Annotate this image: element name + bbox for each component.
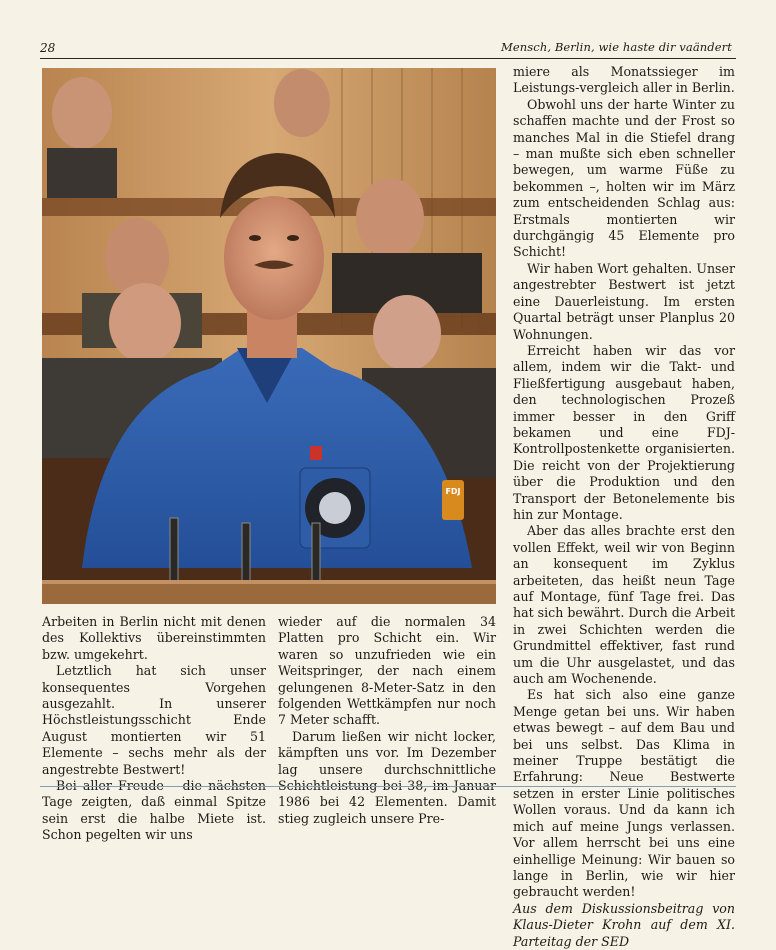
paragraph: Es hat sich also eine ganze Menge getan bei uns. Wir haben etwas bewegt – auf dem Bau und bei uns selbst. Das Klima in meiner Truppe bestätigt die Erfahrung: Neue Bestwerte setzen in erster Linie politisches Wollen voraus. Und da kann ich mich auf meine Jungs verlassen. Vor allem herrscht bei uns eine einhellige Meinung: Wir bauen so lange in Berlin, wie wir hier gebraucht werden!: [513, 687, 735, 900]
header-rule: [40, 58, 736, 59]
photo-illustration: [42, 68, 496, 604]
column-right: [513, 64, 735, 950]
column-bottom-left: [42, 614, 266, 844]
paragraph: Wir haben Wort gehalten. Unser angestrebter Bestwert ist jetzt eine Dauerleistung. Im ersten Quartal beträgt unser Planplus 20 Wohnungen.: [513, 260, 735, 342]
paragraph: Arbeiten in Berlin nicht mit denen des Kollektivs übereinstimmten bzw. umgekehrt.: [42, 614, 266, 662]
speaker-face: [224, 196, 324, 320]
attribution: Aus dem Diskussionsbeitrag von Klaus-Dieter Krohn auf dem XI. Parteitag der SED: [513, 900, 735, 949]
paragraph: wieder auf die normalen 34 Platten pro Schicht ein. Wir waren so unzufrieden wie ein Weitspringer, der nach einem gelungenen 8-Meter-Satz in den folgenden Wettkämpfen nur noch 7 Meter schafft.: [278, 614, 496, 728]
paragraph: Obwohl uns der harte Winter zu schaffen machte und der Frost so manches Mal in die Stiefel drang – man mußte sich eben schneller bewegen, um warme Füße zu bekommen –, holten wir im März zum entscheidenden Schlag aus: Erstmals montierten wir durchgängig 45 Elemente pro Schicht!: [513, 96, 735, 260]
paragraph: Aber das alles brachte erst den vollen Effekt, weil wir von Beginn an konsequent im Zyklus arbeiteten, das heißt neun Tage auf Montage, fünf Tage frei. Das hat sich bewährt. Durch die Arbeit in zwei Schichten werden die Grundmittel effektiver, fast rund um die Uhr ausgelastet, und das auch am Wochenende.: [513, 523, 736, 687]
column-bottom-middle: [278, 614, 496, 827]
fdj-sleeve-badge: [442, 480, 464, 520]
paragraph: Letztlich hat sich unser konsequentes Vorgehen ausgezahlt. In unserer Höchstleistungsschicht Ende August montierten wir 51 Elemente – sechs mehr als der angestrebte Bestwert!: [42, 663, 266, 777]
paragraph: Darum ließen wir nicht locker, kämpften uns vor. Im Dezember lag unsere durchschnittliche Schichtleistung bei 38, im Januar 1986 bei 42 Elementen. Damit stieg zugleich unsere Pre-: [278, 728, 496, 826]
svg-text:FDJ: FDJ: [445, 487, 461, 496]
running-head: Mensch, Berlin, wie haste dir vaändert: [501, 40, 732, 54]
page-number: 28: [40, 41, 56, 55]
paragraph: Erreicht haben wir das vor allem, indem wir die Takt- und Fließfertigung ausgebaut haben, den technologischen Prozeß immer besser in den Griff bekamen und eine FDJ-Kontrollpostenkette organisierten. Die reicht von der Projektierung über die Produktion und den Transport der Betonelemente bis hin zur Montage.: [513, 342, 735, 522]
paragraph: miere als Monatssieger im Leistungs-vergleich aller in Berlin.: [513, 64, 735, 96]
photo-speaker-at-podium: [42, 68, 496, 604]
paragraph: Bei aller Freude – die nächsten Tage zeigten, daß einmal Spitze sein erst die halbe Miete ist. Schon pegelten wir uns: [42, 778, 266, 843]
footer-rule: [40, 786, 736, 787]
